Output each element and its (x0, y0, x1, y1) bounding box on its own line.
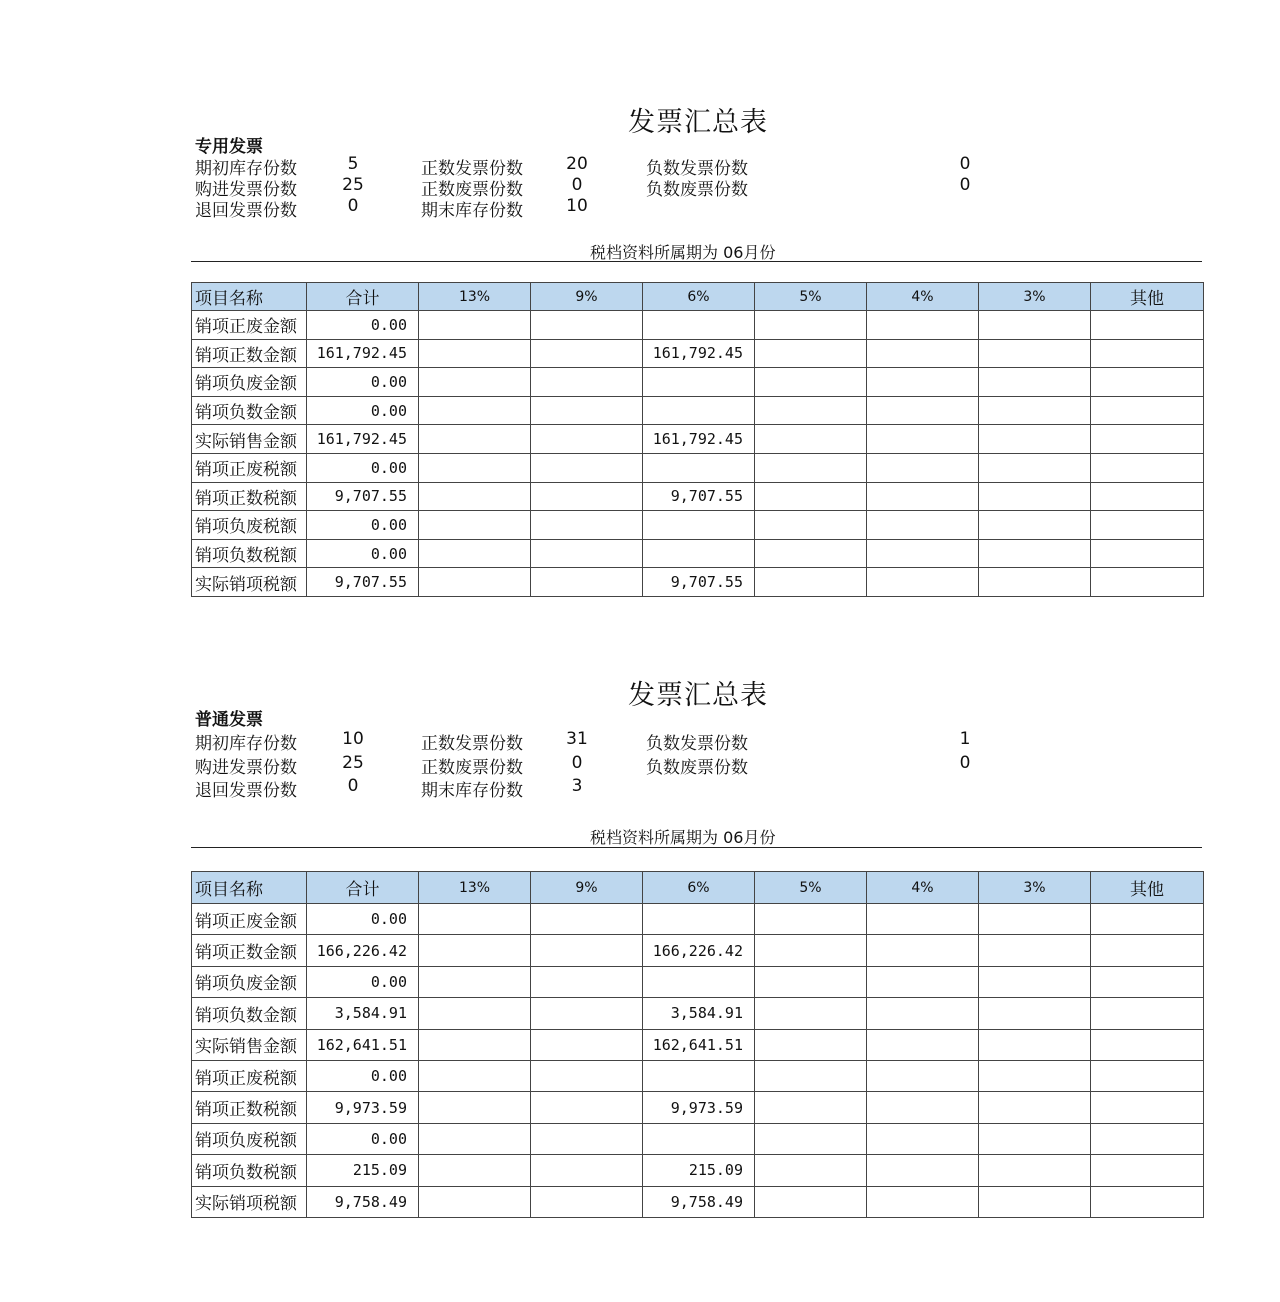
table-cell[interactable] (755, 1186, 867, 1217)
stat-label: 负数废票份数 (646, 180, 748, 200)
table-cell[interactable]: 166,226.42 (307, 935, 419, 966)
stat-label: 退回发票份数 (195, 201, 297, 221)
column-header: 其他 (1091, 283, 1204, 311)
table-cell[interactable] (755, 998, 867, 1029)
table-cell[interactable] (1091, 1060, 1204, 1091)
table-cell[interactable] (419, 539, 531, 568)
table-cell[interactable]: 9,758.49 (643, 1186, 755, 1217)
table-header-row (192, 283, 1204, 311)
row-label[interactable]: 实际销售金额 (192, 1029, 307, 1060)
table-cell[interactable] (979, 904, 1091, 935)
stat-label: 负数发票份数 (646, 159, 748, 179)
column-header: 项目名称 (192, 283, 307, 311)
table-cell[interactable]: 0.00 (307, 539, 419, 568)
row-label[interactable]: 销项正数金额 (192, 935, 307, 966)
tax-summary-table (191, 282, 1204, 597)
table-cell[interactable] (867, 1155, 979, 1186)
table-cell[interactable] (419, 368, 531, 397)
stat-value: 3 (571, 776, 583, 796)
table-cell[interactable] (531, 511, 643, 540)
table-cell[interactable] (755, 482, 867, 511)
table-cell[interactable] (867, 311, 979, 340)
table-cell[interactable] (979, 935, 1091, 966)
column-header: 13% (419, 283, 531, 311)
table-cell[interactable]: 9,707.55 (307, 482, 419, 511)
table-cell[interactable] (867, 568, 979, 597)
stat-value: 25 (342, 752, 364, 773)
stat-value: 0 (959, 175, 971, 195)
row-label[interactable]: 销项负废税额 (192, 1123, 307, 1154)
table-cell[interactable] (867, 998, 979, 1029)
table-cell[interactable] (419, 1155, 531, 1186)
column-header: 其他 (1091, 872, 1204, 904)
table-cell[interactable] (979, 568, 1091, 597)
stat-value: 0 (959, 154, 971, 174)
stat-label: 购进发票份数 (195, 757, 297, 778)
table-cell[interactable] (1091, 482, 1204, 511)
table-cell[interactable] (419, 1186, 531, 1217)
table-cell[interactable] (867, 396, 979, 425)
table-cell[interactable] (867, 935, 979, 966)
table-cell[interactable] (867, 453, 979, 482)
table-cell[interactable] (531, 339, 643, 368)
stat-label: 期末库存份数 (421, 201, 523, 221)
stat-value: 31 (566, 729, 588, 749)
stat-label: 购进发票份数 (195, 180, 297, 200)
table-cell[interactable] (755, 935, 867, 966)
table-cell[interactable] (419, 1092, 531, 1123)
table-cell[interactable] (979, 1092, 1091, 1123)
table-cell[interactable] (643, 1123, 755, 1154)
table-cell[interactable] (867, 339, 979, 368)
table-cell[interactable] (867, 425, 979, 454)
table-cell[interactable] (867, 1186, 979, 1217)
table-row (192, 1123, 1204, 1154)
row-label[interactable]: 销项正废金额 (192, 311, 307, 340)
row-label[interactable]: 销项正数税额 (192, 482, 307, 511)
table-cell[interactable] (531, 539, 643, 568)
table-cell[interactable] (1091, 568, 1204, 597)
stat-label: 退回发票份数 (195, 781, 297, 801)
table-cell[interactable]: 0.00 (307, 396, 419, 425)
table-cell[interactable] (531, 396, 643, 425)
table-cell[interactable] (979, 1123, 1091, 1154)
table-cell[interactable]: 3,584.91 (307, 998, 419, 1029)
table-row (192, 1029, 1204, 1060)
table-cell[interactable]: 162,641.51 (643, 1029, 755, 1060)
table-cell[interactable] (419, 511, 531, 540)
table-cell[interactable] (643, 539, 755, 568)
column-header: 13% (419, 872, 531, 904)
table-cell[interactable] (755, 1029, 867, 1060)
column-header: 3% (979, 283, 1091, 311)
table-row (192, 1186, 1204, 1217)
table-cell[interactable] (531, 311, 643, 340)
table-row (192, 482, 1204, 511)
column-header: 项目名称 (192, 872, 307, 904)
table-cell[interactable] (1091, 539, 1204, 568)
table-cell[interactable]: 0.00 (307, 904, 419, 935)
table-cell[interactable] (979, 482, 1091, 511)
table-cell[interactable] (867, 1029, 979, 1060)
table-cell[interactable] (419, 1029, 531, 1060)
table-cell[interactable]: 0.00 (307, 966, 419, 997)
table-cell[interactable] (531, 1029, 643, 1060)
table-cell[interactable] (643, 396, 755, 425)
table-cell[interactable]: 9,707.55 (643, 482, 755, 511)
row-label[interactable]: 销项正废税额 (192, 453, 307, 482)
table-row (192, 311, 1204, 340)
stat-value: 10 (566, 196, 588, 216)
table-cell[interactable] (979, 511, 1091, 540)
table-cell[interactable] (867, 1060, 979, 1091)
table-cell[interactable] (979, 966, 1091, 997)
table-cell[interactable] (979, 453, 1091, 482)
table-row (192, 568, 1204, 597)
table-cell[interactable] (419, 935, 531, 966)
stat-value: 20 (566, 154, 588, 174)
table-cell[interactable] (979, 1155, 1091, 1186)
divider (191, 847, 1202, 848)
column-header: 合计 (307, 283, 419, 311)
table-cell[interactable] (755, 1060, 867, 1091)
page-title: 发票汇总表 (628, 107, 768, 138)
table-cell[interactable] (419, 1123, 531, 1154)
table-cell[interactable] (531, 1186, 643, 1217)
table-cell[interactable] (979, 396, 1091, 425)
table-cell[interactable] (531, 368, 643, 397)
column-header: 6% (643, 872, 755, 904)
table-cell[interactable] (419, 396, 531, 425)
table-cell[interactable] (531, 1155, 643, 1186)
table-cell[interactable] (531, 453, 643, 482)
row-label[interactable]: 实际销项税额 (192, 568, 307, 597)
table-cell[interactable] (755, 1155, 867, 1186)
table-cell[interactable]: 0.00 (307, 368, 419, 397)
table-cell[interactable] (979, 1060, 1091, 1091)
stat-value: 1 (959, 729, 971, 749)
table-cell[interactable] (419, 482, 531, 511)
row-label[interactable]: 实际销项税额 (192, 1186, 307, 1217)
table-cell[interactable]: 215.09 (307, 1155, 419, 1186)
table-cell[interactable] (531, 1092, 643, 1123)
table-cell[interactable] (755, 904, 867, 935)
table-cell[interactable] (419, 966, 531, 997)
table-cell[interactable] (867, 966, 979, 997)
table-cell[interactable] (755, 425, 867, 454)
table-cell[interactable] (1091, 1123, 1204, 1154)
table-cell[interactable] (755, 453, 867, 482)
stat-value: 0 (347, 776, 359, 796)
table-row (192, 966, 1204, 997)
table-cell[interactable] (1091, 998, 1204, 1029)
stat-value: 0 (571, 752, 583, 773)
stat-label: 正数废票份数 (421, 757, 523, 778)
table-cell[interactable]: 161,792.45 (643, 339, 755, 368)
table-row (192, 1092, 1204, 1123)
stat-value: 0 (571, 175, 583, 195)
table-cell[interactable] (1091, 453, 1204, 482)
table-cell[interactable] (531, 998, 643, 1029)
table-cell[interactable]: 9,707.55 (307, 568, 419, 597)
table-row (192, 339, 1204, 368)
table-cell[interactable] (867, 511, 979, 540)
table-cell[interactable] (419, 311, 531, 340)
table-cell[interactable] (1091, 339, 1204, 368)
table-cell[interactable] (979, 368, 1091, 397)
table-cell[interactable]: 0.00 (307, 511, 419, 540)
table-cell[interactable] (1091, 511, 1204, 540)
table-row (192, 511, 1204, 540)
table-cell[interactable] (1091, 425, 1204, 454)
table-row (192, 1060, 1204, 1091)
column-header: 4% (867, 283, 979, 311)
table-cell[interactable] (867, 904, 979, 935)
table-cell[interactable] (531, 1123, 643, 1154)
tax-period-label: 税档资料所属期为 06月份 (590, 243, 776, 262)
row-label[interactable]: 销项负废金额 (192, 368, 307, 397)
table-cell[interactable] (1091, 1029, 1204, 1060)
row-label[interactable]: 销项负数金额 (192, 998, 307, 1029)
table-row (192, 453, 1204, 482)
table-cell[interactable]: 161,792.45 (307, 339, 419, 368)
table-cell[interactable] (419, 998, 531, 1029)
table-cell[interactable] (755, 511, 867, 540)
table-cell[interactable] (867, 368, 979, 397)
table-cell[interactable]: 215.09 (643, 1155, 755, 1186)
table-cell[interactable] (531, 482, 643, 511)
table-cell[interactable] (1091, 1092, 1204, 1123)
table-cell[interactable] (755, 396, 867, 425)
table-cell[interactable] (531, 1060, 643, 1091)
column-header: 6% (643, 283, 755, 311)
row-label[interactable]: 销项负数金额 (192, 396, 307, 425)
table-cell[interactable] (1091, 1186, 1204, 1217)
table-cell[interactable]: 166,226.42 (643, 935, 755, 966)
table-row (192, 539, 1204, 568)
table-cell[interactable] (531, 935, 643, 966)
table-cell[interactable] (531, 425, 643, 454)
table-cell[interactable] (1091, 966, 1204, 997)
table-cell[interactable]: 9,707.55 (643, 568, 755, 597)
table-cell[interactable]: 9,758.49 (307, 1186, 419, 1217)
table-cell[interactable] (755, 311, 867, 340)
column-header: 5% (755, 872, 867, 904)
stat-label: 正数发票份数 (421, 159, 523, 179)
column-header: 5% (755, 283, 867, 311)
table-cell[interactable] (979, 1029, 1091, 1060)
table-cell[interactable]: 3,584.91 (643, 998, 755, 1029)
table-row (192, 998, 1204, 1029)
invoice-type-label: 专用发票 (195, 137, 263, 157)
table-row (192, 396, 1204, 425)
stat-value: 0 (959, 752, 971, 773)
tax-period-label: 税档资料所属期为 06月份 (590, 828, 776, 847)
divider (191, 261, 1202, 262)
table-cell[interactable] (867, 1092, 979, 1123)
stat-label: 负数发票份数 (646, 734, 748, 754)
table-row (192, 1155, 1204, 1186)
table-cell[interactable] (755, 568, 867, 597)
table-row (192, 368, 1204, 397)
table-cell[interactable] (979, 311, 1091, 340)
stat-label: 正数废票份数 (421, 180, 523, 200)
table-cell[interactable] (979, 998, 1091, 1029)
table-cell[interactable] (531, 966, 643, 997)
column-header: 9% (531, 283, 643, 311)
stat-label: 期初库存份数 (195, 734, 297, 754)
table-cell[interactable]: 9,973.59 (643, 1092, 755, 1123)
table-cell[interactable] (643, 1060, 755, 1091)
row-label[interactable]: 销项正数税额 (192, 1092, 307, 1123)
page-title: 发票汇总表 (628, 680, 768, 711)
table-cell[interactable] (979, 539, 1091, 568)
table-cell[interactable]: 9,973.59 (307, 1092, 419, 1123)
stat-value: 0 (347, 196, 359, 216)
table-cell[interactable] (643, 368, 755, 397)
table-cell[interactable] (643, 511, 755, 540)
table-cell[interactable] (755, 339, 867, 368)
table-cell[interactable] (1091, 904, 1204, 935)
table-cell[interactable] (1091, 1155, 1204, 1186)
table-row (192, 425, 1204, 454)
stat-label: 期初库存份数 (195, 159, 297, 179)
table-cell[interactable] (1091, 396, 1204, 425)
tax-summary-table (191, 871, 1204, 1218)
table-cell[interactable]: 0.00 (307, 1060, 419, 1091)
table-cell[interactable] (419, 339, 531, 368)
stat-label: 期末库存份数 (421, 781, 523, 801)
table-cell[interactable] (419, 453, 531, 482)
table-cell[interactable] (531, 904, 643, 935)
table-cell[interactable] (979, 339, 1091, 368)
table-cell[interactable] (755, 1092, 867, 1123)
table-cell[interactable] (1091, 311, 1204, 340)
table-cell[interactable] (755, 966, 867, 997)
table-cell[interactable] (643, 311, 755, 340)
row-label[interactable]: 销项正废金额 (192, 904, 307, 935)
table-cell[interactable] (867, 539, 979, 568)
table-cell[interactable]: 0.00 (307, 1123, 419, 1154)
row-label[interactable]: 实际销售金额 (192, 425, 307, 454)
invoice-type-label: 普通发票 (195, 710, 263, 730)
table-cell[interactable] (755, 368, 867, 397)
table-cell[interactable] (867, 1123, 979, 1154)
row-label[interactable]: 销项负废税额 (192, 511, 307, 540)
table-cell[interactable] (643, 453, 755, 482)
table-cell[interactable] (643, 966, 755, 997)
table-cell[interactable]: 161,792.45 (643, 425, 755, 454)
table-cell[interactable] (419, 425, 531, 454)
table-cell[interactable] (755, 1123, 867, 1154)
row-label[interactable]: 销项正废税额 (192, 1060, 307, 1091)
table-header-row (192, 872, 1204, 904)
table-cell[interactable]: 0.00 (307, 311, 419, 340)
table-cell[interactable] (419, 568, 531, 597)
stat-value: 5 (347, 154, 359, 174)
table-cell[interactable] (531, 568, 643, 597)
table-cell[interactable]: 162,641.51 (307, 1029, 419, 1060)
stat-label: 负数废票份数 (646, 757, 748, 778)
stat-value: 10 (342, 729, 364, 749)
table-cell[interactable] (1091, 935, 1204, 966)
table-row (192, 904, 1204, 935)
table-row (192, 935, 1204, 966)
table-cell[interactable] (643, 904, 755, 935)
stat-value: 25 (342, 175, 364, 195)
row-label[interactable]: 销项正数金额 (192, 339, 307, 368)
column-header: 4% (867, 872, 979, 904)
table-cell[interactable] (419, 904, 531, 935)
column-header: 3% (979, 872, 1091, 904)
table-cell[interactable] (867, 482, 979, 511)
table-cell[interactable] (979, 1186, 1091, 1217)
table-cell[interactable] (419, 1060, 531, 1091)
table-cell[interactable]: 0.00 (307, 453, 419, 482)
row-label[interactable]: 销项负数税额 (192, 539, 307, 568)
column-header: 合计 (307, 872, 419, 904)
table-cell[interactable] (1091, 368, 1204, 397)
column-header: 9% (531, 872, 643, 904)
row-label[interactable]: 销项负废金额 (192, 966, 307, 997)
table-cell[interactable] (979, 425, 1091, 454)
row-label[interactable]: 销项负数税额 (192, 1155, 307, 1186)
table-cell[interactable]: 161,792.45 (307, 425, 419, 454)
stat-label: 正数发票份数 (421, 734, 523, 754)
table-cell[interactable] (755, 539, 867, 568)
